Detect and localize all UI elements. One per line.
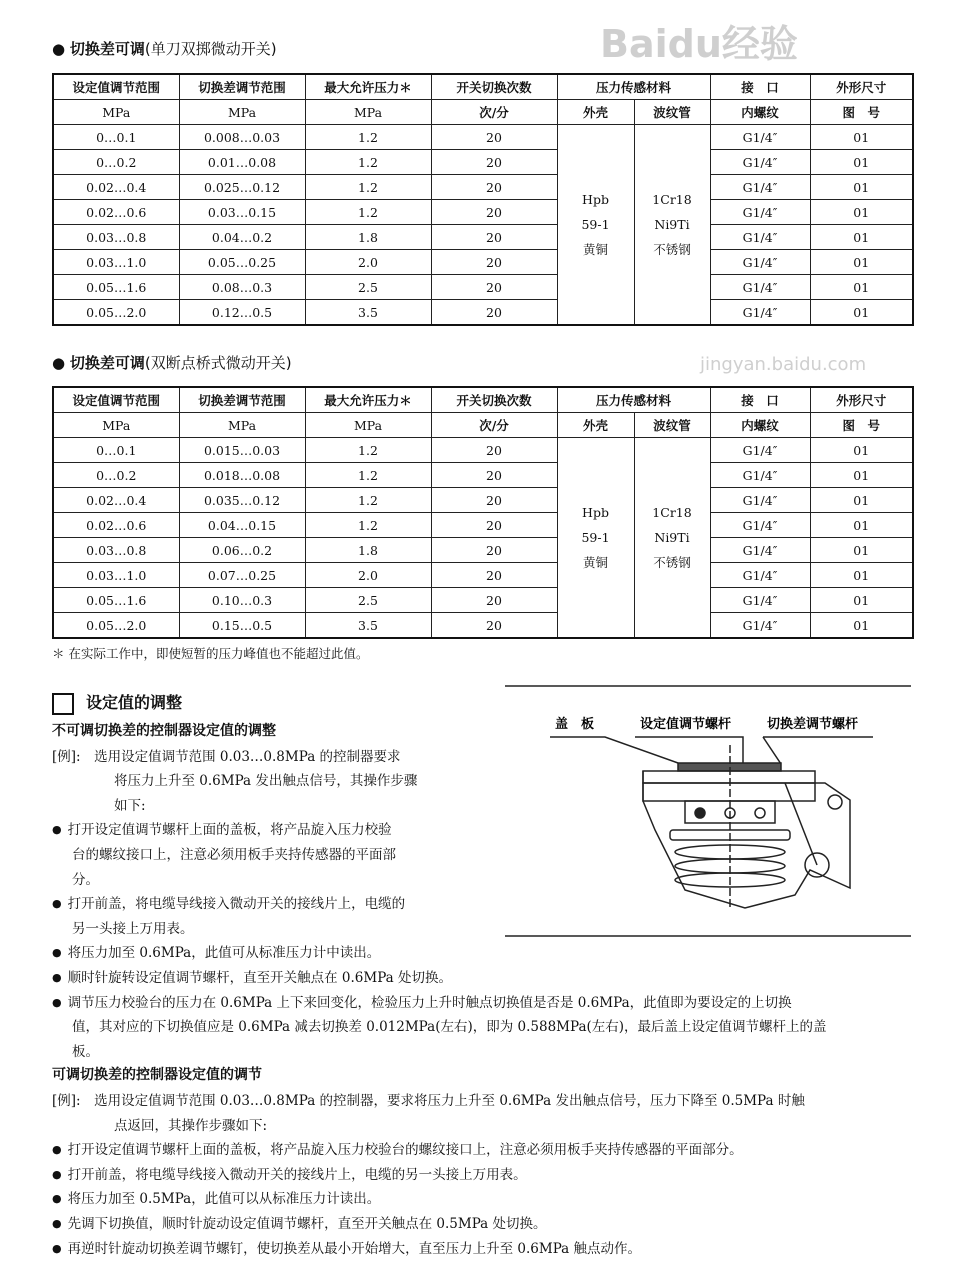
table-cell: 0.04…0.2 [179, 225, 305, 250]
table-cell: 0.15…0.5 [179, 613, 305, 639]
unit-row [53, 413, 913, 438]
text-line: 分。 [72, 871, 99, 888]
table-cell: 20 [431, 438, 557, 463]
table-row [53, 588, 913, 613]
table-cell: 0.03…1.0 [53, 563, 179, 588]
material-bellows [634, 438, 710, 639]
label-differential-screw: 切换差调节螺杆 [767, 717, 859, 732]
table-cell: 20 [431, 175, 557, 200]
label-setpoint-screw: 设定值调节螺杆 [640, 717, 732, 732]
table-cell: 0.04…0.15 [179, 513, 305, 538]
table-cell: 20 [431, 300, 557, 326]
table-row [53, 225, 913, 250]
column-header: 接 口 [710, 74, 810, 100]
column-header: 最大允许压力＊ [305, 74, 431, 100]
table-cell: 0.018…0.08 [179, 463, 305, 488]
text-line: 台的螺纹接口上，注意必须用板手夹持传感器的平面部 [72, 847, 396, 863]
title-bold: 切换差可调 [69, 40, 145, 58]
table-cell: G1/4″ [710, 200, 810, 225]
table-cell: 1.2 [305, 200, 431, 225]
unit-header: MPa [305, 100, 431, 125]
table-cell: G1/4″ [710, 438, 810, 463]
unit-header: 外壳 [557, 413, 634, 438]
column-header: 最大允许压力＊ [305, 387, 431, 413]
table-cell: 1.2 [305, 438, 431, 463]
table-row [53, 150, 913, 175]
table-cell: 2.5 [305, 588, 431, 613]
mechanism-drawing [550, 737, 873, 910]
table-cell: 20 [431, 275, 557, 300]
material-line: Ni9Ti [654, 530, 690, 545]
unit-header: 波纹管 [634, 100, 710, 125]
table-row [53, 513, 913, 538]
unit-header: 次/分 [431, 100, 557, 125]
bullet-item: ● 打开设定值调节螺杆上面的盖板，将产品旋入压力校验台的螺纹接口上，注意必须用板手夹持传感器的平面部分。 [52, 1138, 743, 1158]
table-cell: G1/4″ [710, 538, 810, 563]
spec-table-2 [52, 386, 914, 639]
table-row [53, 563, 913, 588]
bullet-item: ● 调节压力校验台的压力在 0.6MPa 上下来回变化，检验压力上升时触点切换值是否是 0.6MPa，此值即为要设定的上切换 [52, 991, 792, 1011]
material-line: 59-1 [581, 217, 610, 232]
table-cell: 2.5 [305, 275, 431, 300]
table-cell: 20 [431, 588, 557, 613]
unit-header: MPa [179, 100, 305, 125]
bullet-item: ● 将压力加至 0.5MPa，此值可以从标准压力计读出。 [52, 1187, 380, 1207]
table-cell: 0.05…2.0 [53, 300, 179, 326]
label-cover-plate: 盖 板 [555, 717, 595, 732]
table-cell: G1/4″ [710, 150, 810, 175]
table-cell: 0…0.2 [53, 150, 179, 175]
table-cell: 1.8 [305, 225, 431, 250]
table-cell: 2.0 [305, 250, 431, 275]
subheading: 可调切换差的控制器设定值的调节 [52, 1067, 262, 1084]
table-cell: 01 [810, 150, 913, 175]
table-cell: 1.2 [305, 513, 431, 538]
column-header: 设定值调节范围 [53, 74, 179, 100]
unit-header: 图 号 [810, 100, 913, 125]
table-cell: 01 [810, 613, 913, 639]
material-line: Ni9Ti [654, 217, 690, 232]
material-line: Hpb [582, 192, 609, 207]
text-line: 如下: [114, 797, 146, 814]
table-cell: 3.5 [305, 300, 431, 326]
table-cell: 20 [431, 488, 557, 513]
table-cell: 0.02…0.6 [53, 200, 179, 225]
table-cell: G1/4″ [710, 513, 810, 538]
table-cell: 0.10…0.3 [179, 588, 305, 613]
table-cell: 01 [810, 588, 913, 613]
table-cell: 0.02…0.4 [53, 488, 179, 513]
table-row [53, 463, 913, 488]
column-header: 开关切换次数 [431, 387, 557, 413]
material-line: 不锈钢 [653, 555, 691, 570]
table-cell: 0.05…1.6 [53, 588, 179, 613]
section-title: 设定值的调整 [86, 693, 183, 712]
bullet-item: ● 打开设定值调节螺杆上面的盖板，将产品旋入压力校验 [52, 818, 392, 838]
table-cell: 1.2 [305, 125, 431, 150]
material-line: 59-1 [581, 530, 610, 545]
table-cell: 20 [431, 513, 557, 538]
title-bold: 切换差可调 [69, 354, 145, 372]
title-rest: (双断点桥式微动开关) [144, 354, 292, 372]
table-cell: G1/4″ [710, 125, 810, 150]
section-heading [52, 690, 182, 715]
table-row [53, 438, 913, 463]
subheading: 不可调切换差的控制器设定值的调整 [52, 723, 276, 739]
table-cell: 2.0 [305, 563, 431, 588]
table-cell: 0.08…0.3 [179, 275, 305, 300]
unit-header: 图 号 [810, 413, 913, 438]
text-line: 另一头接上万用表。 [72, 920, 194, 937]
text-line: 将压力上升至 0.6MPa 发出触点信号，其操作步骤 [114, 773, 418, 790]
table-cell: 0.01…0.08 [179, 150, 305, 175]
material-shell [557, 125, 634, 326]
table-cell: 01 [810, 538, 913, 563]
material-line: 黄铜 [582, 555, 608, 570]
table-row [53, 613, 913, 639]
table-row [53, 200, 913, 225]
column-header: 外形尺寸 [810, 387, 913, 413]
table-cell: 20 [431, 463, 557, 488]
text-line: 值，其对应的下切换值应是 0.6MPa 减去切换差 0.012MPa(左右)，即为 0.588MPa(左右)，最后盖上设定值调节螺杆上的盖 [72, 1019, 827, 1036]
table-cell: 0.03…0.8 [53, 538, 179, 563]
table-cell: 01 [810, 200, 913, 225]
bullet-item: ● 打开前盖，将电缆导线接入微动开关的接线片上，电缆的另一头接上万用表。 [52, 1163, 527, 1183]
column-header: 切换差调节范围 [179, 74, 305, 100]
table-cell: G1/4″ [710, 300, 810, 326]
unit-header: 内螺纹 [710, 413, 810, 438]
table-cell: 0.02…0.4 [53, 175, 179, 200]
table-cell: G1/4″ [710, 175, 810, 200]
unit-header: MPa [305, 413, 431, 438]
material-line: Hpb [582, 505, 609, 520]
unit-header: MPa [53, 100, 179, 125]
table-cell: 20 [431, 200, 557, 225]
unit-header: 次/分 [431, 413, 557, 438]
table-row [53, 300, 913, 326]
material-bellows [634, 125, 710, 326]
checkbox-square-icon [52, 693, 74, 715]
table-cell: G1/4″ [710, 463, 810, 488]
table-cell: 0.008…0.03 [179, 125, 305, 150]
table-cell: 01 [810, 563, 913, 588]
unit-header: MPa [179, 413, 305, 438]
table-cell: 3.5 [305, 613, 431, 639]
table-cell: 01 [810, 463, 913, 488]
table2-title: ● 切换差可调(双断点桥式微动开关) [52, 354, 292, 372]
table-cell: G1/4″ [710, 588, 810, 613]
table-cell: G1/4″ [710, 250, 810, 275]
column-header: 压力传感材料 [557, 74, 710, 100]
table-cell: 0…0.1 [53, 438, 179, 463]
table-cell: 0.02…0.6 [53, 513, 179, 538]
material-line: 1Cr18 [652, 505, 692, 520]
text-line: [例]: 选用设定值调节范围 0.03…0.8MPa 的控制器，要求将压力上升至 0.6MPa 发出触点信号，压力下降至 0.5MPa 时触 [52, 1093, 805, 1109]
column-header: 开关切换次数 [431, 74, 557, 100]
table-cell: 20 [431, 125, 557, 150]
table-row [53, 538, 913, 563]
table-cell: 0.05…0.25 [179, 250, 305, 275]
table-cell: 0.015…0.03 [179, 438, 305, 463]
table-row [53, 250, 913, 275]
table-cell: G1/4″ [710, 488, 810, 513]
column-header: 接 口 [710, 387, 810, 413]
unit-header: 外壳 [557, 100, 634, 125]
text-line: [例]: 选用设定值调节范围 0.03…0.8MPa 的控制器要求 [52, 748, 401, 765]
table-cell: 01 [810, 513, 913, 538]
table-cell: G1/4″ [710, 225, 810, 250]
bullet-item: ● 再逆时针旋动切换差调节螺钉，使切换差从最小开始增大，直至压力上升至 0.6MPa 触点动作。 [52, 1237, 641, 1257]
table-cell: 01 [810, 250, 913, 275]
column-header: 压力传感材料 [557, 387, 710, 413]
table-cell: 0.03…0.15 [179, 200, 305, 225]
table-cell: 0.05…2.0 [53, 613, 179, 639]
table-cell: 01 [810, 175, 913, 200]
header-row [53, 74, 913, 100]
table-cell: 20 [431, 538, 557, 563]
table-row [53, 488, 913, 513]
table-row [53, 125, 913, 150]
table-cell: 0.07…0.25 [179, 563, 305, 588]
table1-title: ● 切换差可调(单刀双掷微动开关) [52, 40, 277, 58]
table-cell: 20 [431, 563, 557, 588]
table-cell: 0.05…1.6 [53, 275, 179, 300]
table-cell: 01 [810, 488, 913, 513]
material-line: 1Cr18 [652, 192, 692, 207]
unit-header: 内螺纹 [710, 100, 810, 125]
table-cell: 1.8 [305, 538, 431, 563]
spec-table-1 [52, 73, 914, 326]
bullet-item: ● 将压力加至 0.6MPa，此值可从标准压力计中读出。 [52, 941, 380, 961]
table-cell: 0.025…0.12 [179, 175, 305, 200]
table-cell: 20 [431, 150, 557, 175]
bullet-item: ● 打开前盖，将电缆导线接入微动开关的接线片上，电缆的 [52, 892, 405, 912]
table-cell: 01 [810, 125, 913, 150]
table-cell: 0.12…0.5 [179, 300, 305, 326]
table-cell: G1/4″ [710, 563, 810, 588]
title-rest: (单刀双掷微动开关) [144, 40, 277, 58]
table-cell: 01 [810, 300, 913, 326]
baidu-watermark-logo: Baidu经验 [600, 22, 798, 66]
unit-header: 波纹管 [634, 413, 710, 438]
column-header: 切换差调节范围 [179, 387, 305, 413]
baidu-watermark-url: jingyan.baidu.com [700, 354, 867, 375]
column-header: 设定值调节范围 [53, 387, 179, 413]
table-cell: 0.06…0.2 [179, 538, 305, 563]
table-cell: G1/4″ [710, 275, 810, 300]
text-line: 板。 [72, 1043, 99, 1060]
switch-diagram [505, 680, 925, 940]
table-cell: 01 [810, 438, 913, 463]
unit-header: MPa [53, 413, 179, 438]
table-row [53, 175, 913, 200]
table-cell: 1.2 [305, 175, 431, 200]
table-cell: 0.03…1.0 [53, 250, 179, 275]
table-cell: 1.2 [305, 150, 431, 175]
table-cell: 1.2 [305, 488, 431, 513]
text-line: 点返回，其操作步骤如下: [114, 1117, 268, 1134]
material-line: 黄铜 [582, 242, 608, 257]
table-row [53, 275, 913, 300]
table-cell: 20 [431, 225, 557, 250]
table-cell: 20 [431, 250, 557, 275]
material-line: 不锈钢 [653, 242, 691, 257]
table-cell: G1/4″ [710, 613, 810, 639]
unit-row [53, 100, 913, 125]
table-cell: 0.03…0.8 [53, 225, 179, 250]
table-cell: 01 [810, 275, 913, 300]
table-cell: 0.035…0.12 [179, 488, 305, 513]
header-row [53, 387, 913, 413]
material-shell [557, 438, 634, 639]
column-header: 外形尺寸 [810, 74, 913, 100]
table-cell: 20 [431, 613, 557, 639]
bullet-item: ● 顺时针旋转设定值调节螺杆，直至开关触点在 0.6MPa 处切换。 [52, 966, 452, 986]
table-cell: 0…0.1 [53, 125, 179, 150]
footnote: ＊ 在实际工作中，即使短暂的压力峰值也不能超过此值。 [52, 646, 369, 661]
table-cell: 01 [810, 225, 913, 250]
bullet-item: ● 先调下切换值，顺时针旋动设定值调节螺杆，直至开关触点在 0.5MPa 处切换。 [52, 1212, 547, 1232]
table-cell: 1.2 [305, 463, 431, 488]
table-cell: 0…0.2 [53, 463, 179, 488]
